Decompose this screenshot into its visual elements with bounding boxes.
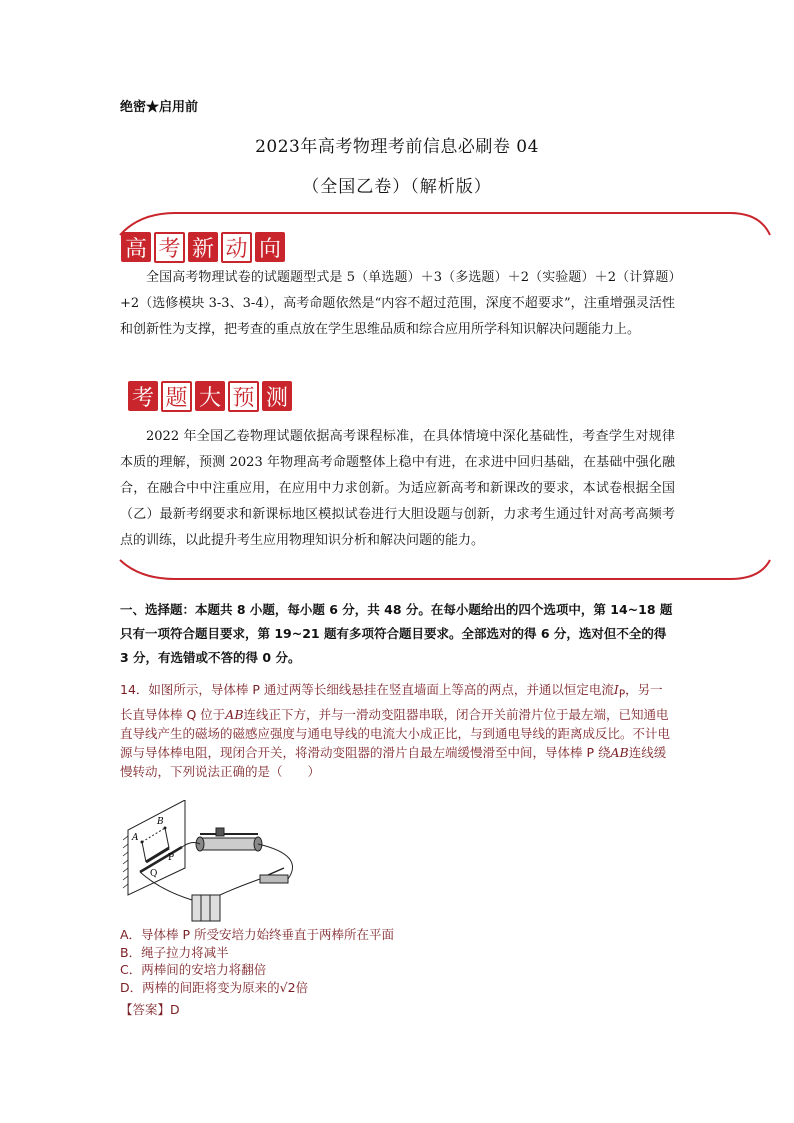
answer-options <box>120 926 394 996</box>
question-text: 14．如图所示，导体棒 P 通过两等长细线悬挂在竖直墙面上等高的两点，并通以恒定电流 <box>120 682 614 697</box>
banner-gaokao-trends <box>121 232 285 263</box>
option-d <box>120 979 394 997</box>
banner-char: 测 <box>262 381 292 411</box>
page-title: 2023年高考物理考前信息必刷卷 04 <box>255 137 539 157</box>
banner-char: 考 <box>128 381 158 411</box>
banner-char: 预 <box>228 381 259 412</box>
label-a: A <box>132 833 139 843</box>
trend-paragraph: 全国高考物理试卷的试题题型式是 5（单选题）＋3（多选题）＋2（实验题）＋2（计算题）+2（选修模块 3-3、3-4），高考命题依然是“内容不超过范围，深度不超要求”，注重增强灵活性和创新性为支撑，把考查的重点放在学生思维品质和综合应用所学科知识解决问题能力上。 <box>120 270 675 337</box>
ab-label: AB <box>225 706 244 722</box>
option-c: C．两棒间的安培力将翻倍 <box>120 962 267 977</box>
banner-char: 向 <box>255 232 285 262</box>
question-text: 连线缓慢转动，下列说法正确的是（ ） <box>120 744 667 779</box>
label-p: P <box>168 853 175 863</box>
option-a: A．导体棒 P 所受安培力始终垂直于两棒所在平面 <box>120 927 395 942</box>
page-subtitle: （全国乙卷）（解析版） <box>302 177 492 197</box>
ab-label: AB <box>610 744 629 760</box>
option-b: B．绳子拉力将减半 <box>120 944 229 960</box>
section-instructions: 一、选择题：本题共 8 小题，每小题 6 分，共 48 分。在每小题给出的四个选项中，第 14~18 题只有一项符合题目要求，第 19~21 题有多项符合题目要求。全部选对的得 6 分，选对但不全的得 3 分，有选错或不答的得 0 分。 <box>120 602 673 665</box>
secret-label: 绝密★启用前 <box>120 100 199 115</box>
question-text: ，另一长直导体棒 Q 位于 <box>120 682 663 722</box>
banner-char: 高 <box>121 232 151 262</box>
label-q: Q <box>150 869 158 879</box>
sqrt2: √2 <box>279 979 296 995</box>
current-symbol: I <box>613 682 619 697</box>
label-b: B <box>157 817 164 827</box>
circuit-figure <box>120 800 305 925</box>
banner-prediction <box>128 381 292 412</box>
banner-char: 新 <box>188 232 218 262</box>
question-text: 连线正下方，并与一滑动变阻器串联，闭合开关前滑片位于最左端，已知通电直导线产生的磁场的磁感应强度与通电导线的电流大小成正比，与到通电导线的距离成反比。不计电源与导体棒电阻，现闭合开关，将滑动变阻器的滑片自最左端缓慢滑至中间，导体棒 P 绕 <box>120 706 671 760</box>
banner-char: 题 <box>161 381 192 412</box>
option-d-suffix: 倍 <box>295 979 309 995</box>
question-14 <box>120 680 675 781</box>
prediction-paragraph: 2022 年全国乙卷物理试题依据高考课程标准，在具体情境中深化基础性，考查学生对规律本质的理解，预测 2023 年物理高考命题整体上稳中有进，在求进中回归基础，在基础中强化融合，在融合中中注重应用，在应用中力求创新。为适应新高考和新课改的要求，本试卷根据全国（乙）最新考纲要求和新课标地区模拟试卷进行大胆设题与创新，力求考生通过针对高考高频考点的训练，以此提升考生应用物理知识分析和解决问题的能力。 <box>120 429 675 548</box>
banner-char: 动 <box>221 232 252 263</box>
current-subscript: P <box>618 688 626 701</box>
banner-char: 大 <box>195 381 225 411</box>
answer-line: 【答案】D <box>120 1002 180 1017</box>
option-d-prefix: D．两棒的间距将变为原来的 <box>120 979 280 995</box>
banner-char: 考 <box>154 232 185 263</box>
